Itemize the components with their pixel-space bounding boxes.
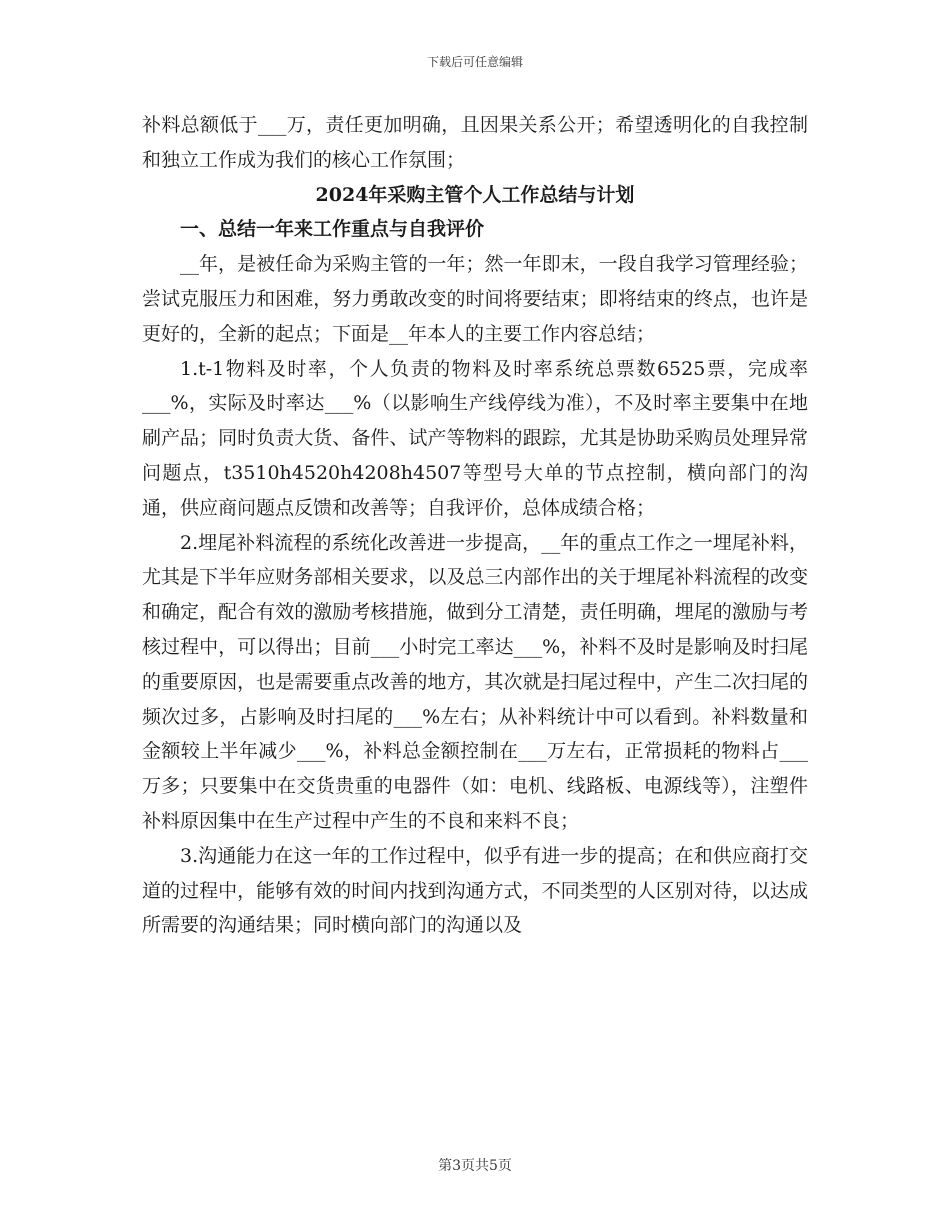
header-note: 下载后可任意编辑: [426, 55, 523, 69]
document-title: 2024年采购主管个人工作总结与计划: [315, 183, 635, 206]
section-heading: 一、总结一年来工作重点与自我评价: [180, 218, 485, 241]
page-indicator: 第3页共5页: [438, 1158, 512, 1174]
paragraph-continuation: 补料总额低于___万，责任更加明确，且因果关系公开；希望透明化的自我控制和独立工作成为我们的核心工作氛围；: [142, 114, 808, 171]
paragraph: 3.沟通能力在这一年的工作过程中，似乎有进一步的提高；在和供应商打交道的过程中，能够有效的时间内找到沟通方式，不同类型的人区别对待，以达成所需要的沟通结果；同时横向部门的沟通以及: [142, 844, 808, 937]
paragraph: __年，是被任命为采购主管的一年；然一年即末，一段自我学习管理经验；尝试克服压力和困难，努力勇敢改变的时间将要结束；即将结束的终点，也许是更好的，全新的起点；下面是__年本人的主要工作内容总结；: [142, 253, 808, 345]
paragraph: 1.t-1物料及时率，个人负责的物料及时率系统总票数6525票，完成率___%，实际及时率达___%（以影响生产线停线为准），不及时率主要集中在地刷产品；同时负责大货、备件、试产等物料的跟踪，尤其是协助采购员处理异常问题点，t3510h4520h4208h4507等型号大单的节点控制，横向部门的沟通，供应商问题点反馈和改善等；自我评价，总体成绩合格；: [142, 357, 808, 519]
document-body: [142, 108, 808, 943]
paragraph: 2.埋尾补料流程的系统化改善进一步提高，__年的重点工作之一埋尾补料，尤其是下半年应财务部相关要求，以及总三内部作出的关于埋尾补料流程的改变和确定，配合有效的激励考核措施，做到分工清楚，责任明确，埋尾的激励与考核过程中，可以得出；目前___小时完工率达___%，补料不及时是影响及时扫尾的重要原因，也是需要重点改善的地方，其次就是扫尾过程中，产生二次扫尾的频次过多，占影响及时扫尾的___%左右；从补料统计中可以看到。补料数量和金额较上半年减少___%，补料总金额控制在___万左右，正常损耗的物料占___万多；只要集中在交货贵重的电器件（如：电机、线路板、电源线等），注塑件补料原因集中在生产过程中产生的不良和来料不良；: [142, 531, 808, 832]
